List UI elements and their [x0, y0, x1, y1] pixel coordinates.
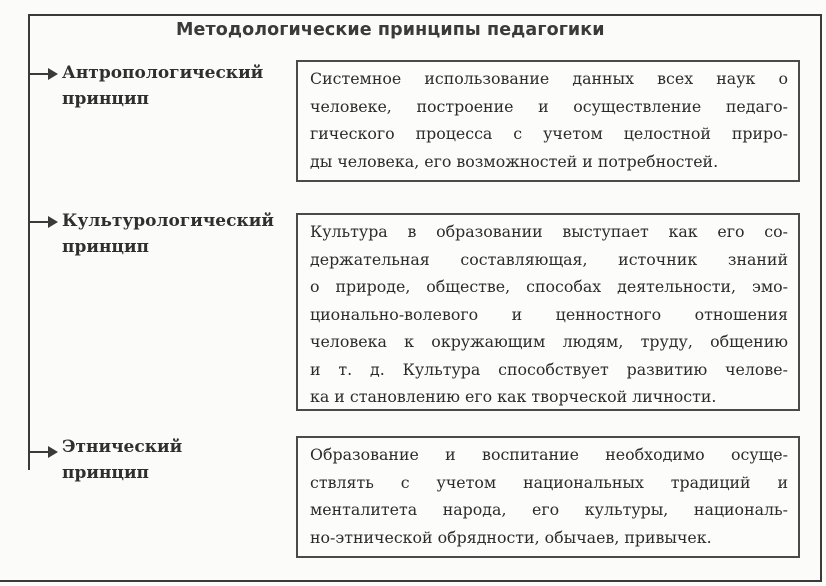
description-line: человека к окружающим людям, труду, общению — [310, 332, 788, 351]
description-line: ствлять с учетом национальных традиций и — [310, 472, 788, 492]
description-line: человеке, построение и осуществление педаго- — [310, 96, 788, 116]
description-line: держательная составляющая, источник знаний — [310, 249, 788, 269]
description-line: Образование и воспитание необходимо осуще- — [310, 445, 788, 464]
description-line: но-этнической обрядности, обычаев, привычек. — [310, 527, 712, 547]
frame-right-border — [820, 14, 822, 580]
description-line: ционально-волевого и ценностного отношения — [310, 304, 788, 324]
description-line: о природе, обществе, способах деятельности, эмо- — [310, 277, 788, 296]
frame-bottom-border — [0, 580, 822, 582]
arrow-right-icon — [28, 446, 58, 458]
description-line: Системное использование данных всех наук о — [310, 69, 788, 88]
principle-name-culturological — [62, 208, 274, 260]
principle-name-line: Этнический — [62, 437, 183, 457]
principle-description-ethnic — [296, 436, 800, 558]
principle-description-culturological — [296, 213, 800, 411]
description-line: и т. д. Культура способствует развитию челове- — [310, 359, 788, 379]
description-line: ка и становлению его как творческой личности. — [310, 387, 717, 406]
frame-top-border — [28, 14, 822, 16]
description-line: Культура в образовании выступает как его со- — [310, 222, 788, 241]
arrow-right-icon — [28, 216, 58, 228]
description-line: менталитета народа, его культуры, националь- — [310, 500, 788, 519]
principle-description-anthropological — [296, 60, 800, 182]
principle-name-line: принцип — [62, 463, 149, 483]
principle-name-line: принцип — [62, 89, 149, 109]
principle-name-line: принцип — [62, 237, 149, 257]
diagram-title: Методологические принципы педагогики — [176, 20, 605, 40]
arrow-right-icon — [28, 68, 58, 80]
principle-name-line: Антропологический — [62, 63, 264, 83]
principle-name-ethnic — [62, 434, 182, 486]
principle-name-anthropological — [62, 60, 263, 112]
connector-spine — [28, 14, 30, 470]
description-line: ды человека, его возможностей и потребностей. — [310, 151, 719, 171]
principle-name-line: Культурологический — [62, 211, 274, 231]
description-line: гического процесса с учетом целостной приро- — [310, 124, 788, 143]
